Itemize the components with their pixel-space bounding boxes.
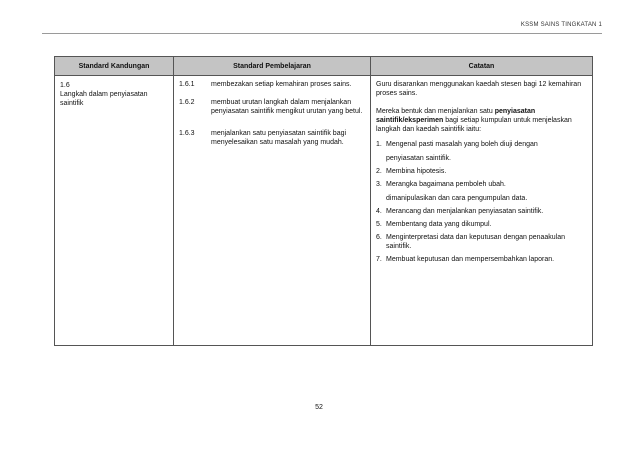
step-line: Membina hipotesis. (386, 168, 447, 175)
list-item (376, 207, 587, 216)
table-row (55, 76, 593, 346)
list-item (376, 180, 587, 203)
step-line-continued: penyiasatan saintifik. (386, 155, 451, 162)
list-item (376, 255, 587, 264)
note-prefix: Mereka bentuk dan menjalankan satu (376, 108, 495, 115)
learning-standard-code: 1.6.3 (179, 130, 195, 137)
step-number: 3. (376, 181, 382, 188)
learning-standard-text: menjalankan satu penyiasatan saintifik bagi menyelesaikan satu masalah yang mudah. (211, 130, 347, 146)
step-number: 7. (376, 256, 382, 263)
step-line: Menginterpretasi data dan keputusan dengan penaakulan saintifik. (386, 234, 566, 250)
catatan-note-stesen: Guru disarankan menggunakan kaedah stesen bagi 12 kemahiran proses sains. (376, 81, 582, 97)
step-line: Merancang dan menjalankan penyiasatan saintifik. (386, 208, 544, 215)
header-standard-pembelajaran: Standard Pembelajaran (174, 57, 371, 76)
step-number: 5. (376, 221, 382, 228)
page-number: 52 (315, 404, 323, 411)
step-line-continued: dimanipulasikan dan cara pengumpulan data. (386, 195, 528, 202)
list-item (376, 220, 587, 229)
list-item (376, 233, 587, 251)
scientific-steps-list (376, 140, 587, 264)
step-text (386, 140, 587, 163)
catatan-cell (371, 76, 593, 346)
step-number: 1. (376, 141, 382, 148)
standard-pembelajaran-cell (174, 76, 371, 346)
learning-standard-code: 1.6.1 (179, 81, 195, 88)
learning-standard-item (179, 80, 365, 89)
step-text (386, 180, 587, 203)
header-divider (42, 33, 602, 34)
standard-kandungan-title: Langkah dalam penyiasatan saintifik (60, 91, 148, 107)
learning-standard-code: 1.6.2 (179, 99, 195, 106)
learning-standard-text: membuat urutan langkah dalam menjalankan penyiasatan saintifik mengikut urutan yang betul. (211, 99, 363, 115)
standard-kandungan-code: 1.6 (60, 82, 70, 89)
standard-kandungan-cell (55, 76, 174, 346)
running-header: KSSM SAINS TINGKATAN 1 (520, 22, 602, 28)
list-item (376, 167, 587, 176)
step-number: 4. (376, 208, 382, 215)
step-line: Membuat keputusan dan mempersembahkan laporan. (386, 256, 555, 263)
curriculum-table (54, 56, 593, 346)
learning-standard-text: membezakan setiap kemahiran proses sains. (211, 81, 352, 88)
table-header-row (55, 57, 593, 76)
note-bold-term: penyiasatan saintifik/eksperimen (376, 108, 536, 124)
header-standard-kandungan: Standard Kandungan (55, 57, 174, 76)
step-number: 6. (376, 234, 382, 241)
learning-standard-item (179, 98, 365, 116)
step-line: Merangka bagaimana pemboleh ubah. (386, 181, 506, 188)
list-item (376, 140, 587, 163)
learning-standard-item (179, 129, 365, 147)
header-catatan: Catatan (371, 57, 593, 76)
note-suffix: bagi setiap kumpulan untuk menjelaskan langkah dan kaedah saintifik iaitu: (376, 117, 572, 133)
step-number: 2. (376, 168, 382, 175)
step-line: Mengenal pasti masalah yang boleh diuji dengan (386, 141, 538, 148)
step-line: Membentang data yang dikumpul. (386, 221, 492, 228)
catatan-note-penyiasatan (376, 107, 587, 134)
